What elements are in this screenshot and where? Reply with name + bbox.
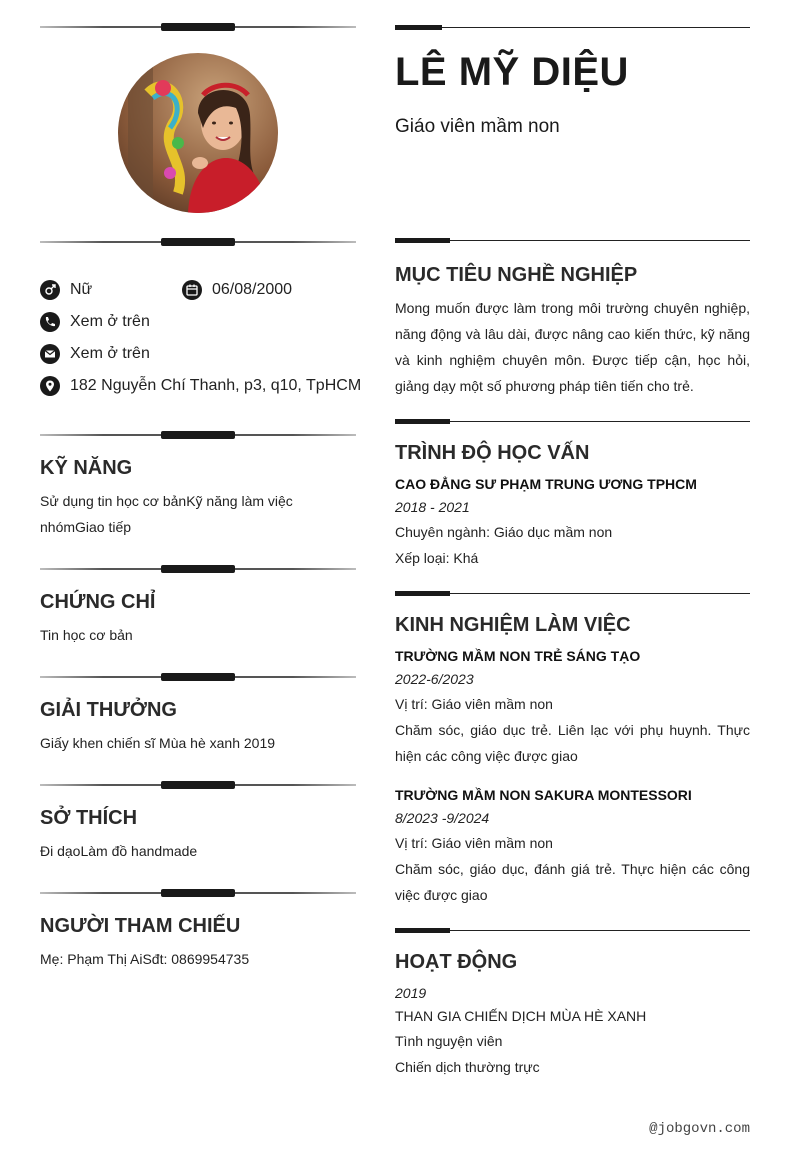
job-period: 8/2023 -9/2024 xyxy=(395,810,490,826)
divider-top-left xyxy=(40,23,356,31)
certificates-text: Tin học cơ bản xyxy=(40,627,133,643)
job-period: 2022-6/2023 xyxy=(395,671,474,687)
job-description: Chăm sóc, giáo dục trẻ. Liên lạc với phụ huynh. Thực hiện các công việc được giao xyxy=(395,722,750,764)
job-description: Chăm sóc, giáo dục, đánh giá trẻ. Thực hiện các công việc được giao xyxy=(395,861,750,903)
activities-title: HOẠT ĐỘNG xyxy=(395,951,518,973)
divider-skills xyxy=(40,431,356,439)
activity-year: 2019 xyxy=(395,985,427,1001)
candidate-name: LÊ MỸ DIỆU xyxy=(395,50,629,94)
skills-title: KỸ NĂNG xyxy=(40,457,133,479)
awards-title: GIẢI THƯỞNG xyxy=(40,699,177,721)
divider-experience xyxy=(395,591,750,596)
divider-top-right xyxy=(395,25,750,30)
education-period: 2018 - 2021 xyxy=(395,499,470,515)
birthdate-value: 06/08/2000 xyxy=(212,281,293,298)
job-title: Giáo viên mầm non xyxy=(395,116,560,137)
gender-value: Nữ xyxy=(70,281,93,298)
hobbies-title: SỞ THÍCH xyxy=(40,807,138,829)
references-text: Mẹ: Phạm Thị AiSđt: 0869954735 xyxy=(40,951,250,967)
divider-activities xyxy=(395,928,750,933)
education-school: CAO ĐẲNG SƯ PHẠM TRUNG ƯƠNG TPHCM xyxy=(395,476,697,492)
skills-text: Sử dụng tin học cơ bảnKỹ năng làm việc nhómGiao tiếp xyxy=(40,493,293,535)
education-major: Chuyên ngành: Giáo dục mầm non xyxy=(395,524,613,540)
objective-title: MỤC TIÊU NGHỀ NGHIỆP xyxy=(395,264,638,286)
activity-role: Tình nguyện viên xyxy=(395,1033,503,1049)
hobbies-text: Đi dạoLàm đồ handmade xyxy=(40,843,198,859)
phone-value: Xem ở trên xyxy=(70,313,150,330)
email-value: Xem ở trên xyxy=(70,345,150,362)
activity-name: THAN GIA CHIẾN DỊCH MÙA HÈ XANH xyxy=(395,1008,647,1024)
job-company: TRƯỜNG MẦM NON SAKURA MONTESSORI xyxy=(395,787,692,803)
gender-icon xyxy=(40,280,60,300)
calendar-icon xyxy=(182,280,202,300)
job-company: TRƯỜNG MẦM NON TRẺ SÁNG TẠO xyxy=(395,648,641,664)
phone-icon xyxy=(40,312,60,332)
job-position: Vị trí: Giáo viên mầm non xyxy=(395,835,553,851)
divider-hobbies xyxy=(40,781,356,789)
divider-certificates xyxy=(40,565,356,573)
education-grade: Xếp loại: Khá xyxy=(395,550,479,566)
divider-education xyxy=(395,419,750,424)
awards-text: Giấy khen chiến sĩ Mùa hè xanh 2019 xyxy=(40,735,276,751)
activity-detail: Chiến dịch thường trực xyxy=(395,1059,540,1075)
divider-objective xyxy=(395,238,750,243)
address-value: 182 Nguyễn Chí Thanh, p3, q10, TpHCM xyxy=(70,377,362,394)
job-position: Vị trí: Giáo viên mầm non xyxy=(395,696,553,712)
certificates-title: CHỨNG CHỈ xyxy=(40,591,156,613)
watermark: @jobgovn.com xyxy=(649,1121,750,1137)
references-title: NGƯỜI THAM CHIẾU xyxy=(40,915,241,937)
email-icon xyxy=(40,344,60,364)
divider-references xyxy=(40,889,356,897)
experience-title: KINH NGHIỆM LÀM VIỆC xyxy=(395,614,631,636)
education-title: TRÌNH ĐỘ HỌC VẤN xyxy=(395,442,590,464)
avatar-photo xyxy=(118,53,278,213)
location-pin-icon xyxy=(40,376,60,396)
objective-text: Mong muốn được làm trong môi trường chuyên nghiệp, năng động và lâu dài, được nâng cao kiến thức, kỹ năng và kinh nghiệm chuyên môn. Được tiếp cận, học hỏi, giảng dạy một số phương pháp tiên tiến cho trẻ. xyxy=(395,300,750,394)
avatar xyxy=(118,53,278,213)
divider-personal xyxy=(40,238,356,246)
divider-awards xyxy=(40,673,356,681)
